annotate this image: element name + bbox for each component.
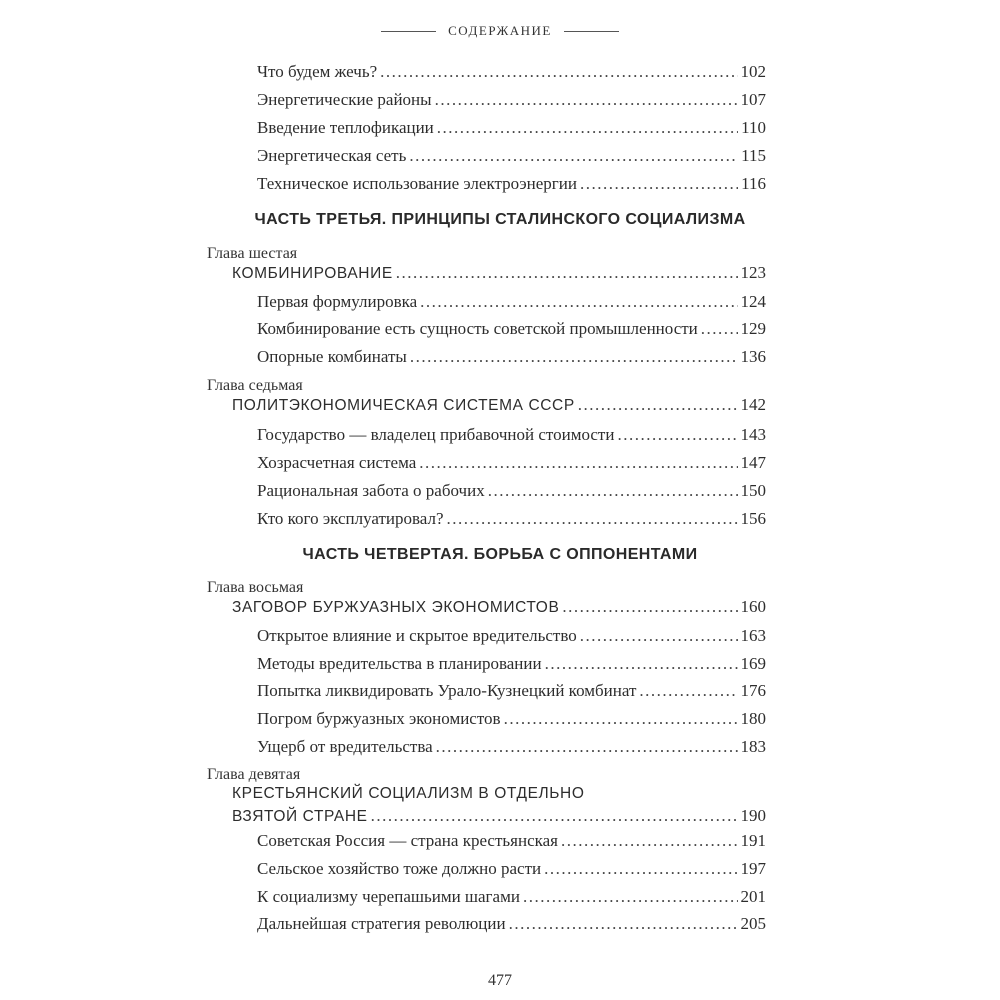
chapter-title-line-2: ВЗЯТОЙ СТРАНЕ <box>232 808 368 825</box>
toc-entry-page: 169 <box>740 654 766 673</box>
header-rule-right <box>564 31 619 32</box>
dot-leader <box>639 680 737 702</box>
chapter-page: 142 <box>740 395 766 414</box>
toc-entry-page: 201 <box>740 887 766 906</box>
dot-leader <box>371 805 738 827</box>
chapter-entry-multiline[interactable] <box>232 783 766 828</box>
toc-entry[interactable] <box>257 680 766 702</box>
toc-entry-title: Введение теплофикации <box>257 118 434 137</box>
dot-leader <box>544 858 737 880</box>
dot-leader <box>580 173 738 195</box>
toc-entry[interactable] <box>257 913 766 935</box>
toc-entry[interactable] <box>257 886 766 908</box>
chapter-title: КОМБИНИРОВАНИЕ <box>232 265 393 282</box>
toc-entry-page: 129 <box>740 319 766 338</box>
dot-leader <box>580 625 738 647</box>
toc-entry-title: Ущерб от вредительства <box>257 737 433 756</box>
dot-leader <box>578 394 738 416</box>
toc-entry[interactable] <box>257 145 766 167</box>
dot-leader <box>396 262 738 284</box>
toc-entry-page: 102 <box>740 62 766 81</box>
toc-entry[interactable] <box>257 708 766 730</box>
chapter-entry[interactable] <box>232 596 766 619</box>
dot-leader <box>435 89 738 111</box>
toc-entry-title: Первая формулировка <box>257 292 418 311</box>
dot-leader <box>504 708 738 730</box>
toc-entry-title: Хозрасчетная система <box>257 453 417 472</box>
dot-leader <box>436 736 738 758</box>
toc-entry-page: 136 <box>740 347 766 366</box>
toc-entry[interactable] <box>257 318 766 340</box>
toc-entry-page: 205 <box>740 914 766 933</box>
toc-entry-title: Погром буржуазных экономистов <box>257 709 501 728</box>
toc-entry[interactable] <box>257 653 766 675</box>
toc-entry-title: Методы вредительства в планировании <box>257 654 542 673</box>
toc-entry-page: 156 <box>740 509 766 528</box>
dot-leader <box>701 318 738 340</box>
toc-entry-title: Опорные комбинаты <box>257 347 407 366</box>
toc-entry[interactable] <box>257 625 766 647</box>
running-header-title: СОДЕРЖАНИЕ <box>448 23 552 38</box>
toc-entry-page: 143 <box>740 425 766 444</box>
toc-entry-page: 150 <box>740 481 766 500</box>
dot-leader <box>545 653 738 675</box>
toc-entry-title: Энергетические районы <box>257 90 432 109</box>
toc-entry-page: 147 <box>740 453 766 472</box>
toc-entry-page: 124 <box>740 292 766 311</box>
toc-entry-title: К социализму черепашьими шагами <box>257 887 520 906</box>
toc-entry-title: Попытка ликвидировать Урало-Кузнецкий комбинат <box>257 681 637 700</box>
chapter-label: Глава седьмая <box>207 377 303 394</box>
toc-entry[interactable] <box>257 291 766 313</box>
part-heading: ЧАСТЬ ЧЕТВЕРТАЯ. БОРЬБА С ОППОНЕНТАМИ <box>302 546 698 563</box>
chapter-page: 123 <box>740 263 766 282</box>
dot-leader <box>488 480 738 502</box>
chapter-entry[interactable] <box>232 394 766 417</box>
toc-entry-page: 116 <box>741 174 766 193</box>
toc-entry[interactable] <box>257 508 766 530</box>
page-number: 477 <box>488 972 512 989</box>
toc-entry[interactable] <box>257 858 766 880</box>
dot-leader <box>617 424 737 446</box>
toc-entry-page: 191 <box>740 831 766 850</box>
toc-entry[interactable] <box>257 346 766 368</box>
toc-entry-title: Энергетическая сеть <box>257 146 407 165</box>
running-header <box>0 18 1000 44</box>
dot-leader <box>409 145 738 167</box>
toc-entry-page: 176 <box>740 681 766 700</box>
toc-entry[interactable] <box>257 424 766 446</box>
dot-leader <box>437 117 738 139</box>
chapter-page: 190 <box>740 806 766 825</box>
chapter-entry[interactable] <box>232 262 766 285</box>
toc-entry[interactable] <box>257 61 766 83</box>
toc-entry-title: Рациональная забота о рабочих <box>257 481 485 500</box>
toc-entry-title: Техническое использование электроэнергии <box>257 174 577 193</box>
chapter-label: Глава девятая <box>207 766 301 783</box>
toc-entry[interactable] <box>257 117 766 139</box>
toc-entry-title: Дальнейшая стратегия революции <box>257 914 506 933</box>
toc-entry-page: 107 <box>740 90 766 109</box>
toc-entry-title: Кто кого эксплуатировал? <box>257 509 444 528</box>
dot-leader <box>509 913 738 935</box>
chapter-entry <box>232 805 766 828</box>
dot-leader <box>523 886 738 908</box>
toc-entry-title: Государство — владелец прибавочной стоимости <box>257 425 615 444</box>
toc-entry[interactable] <box>257 89 766 111</box>
part-heading: ЧАСТЬ ТРЕТЬЯ. ПРИНЦИПЫ СТАЛИНСКОГО СОЦИАЛИЗМА <box>254 211 746 228</box>
chapter-title: ЗАГОВОР БУРЖУАЗНЫХ ЭКОНОМИСТОВ <box>232 599 560 616</box>
toc-entry[interactable] <box>257 830 766 852</box>
toc-entry-page: 163 <box>740 626 766 645</box>
toc-entry-title: Открытое влияние и скрытое вредительство <box>257 626 577 645</box>
toc-entry[interactable] <box>257 173 766 195</box>
toc-entry-page: 183 <box>740 737 766 756</box>
toc-entry-page: 115 <box>741 146 766 165</box>
chapter-title: ПОЛИТЭКОНОМИЧЕСКАЯ СИСТЕМА СССР <box>232 397 575 414</box>
dot-leader <box>420 291 737 313</box>
dot-leader <box>561 830 738 852</box>
toc-entry-page: 197 <box>740 859 766 878</box>
toc-entry-page: 180 <box>740 709 766 728</box>
chapter-label: Глава шестая <box>207 245 298 262</box>
header-rule-left <box>381 31 436 32</box>
toc-entry[interactable] <box>257 736 766 758</box>
toc-entry-page: 110 <box>741 118 766 137</box>
dot-leader <box>562 596 737 618</box>
dot-leader <box>380 61 737 83</box>
chapter-page: 160 <box>740 597 766 616</box>
toc-entry-title: Сельское хозяйство тоже должно расти <box>257 859 542 878</box>
toc-entry[interactable] <box>257 480 766 502</box>
dot-leader <box>447 508 738 530</box>
chapter-title-line-1: КРЕСТЬЯНСКИЙ СОЦИАЛИЗМ В ОТДЕЛЬНО <box>232 785 585 802</box>
toc-entry-title: Что будем жечь? <box>257 62 378 81</box>
dot-leader <box>419 452 737 474</box>
toc-entry[interactable] <box>257 452 766 474</box>
toc-entry-title: Комбинирование есть сущность советской промышленности <box>257 319 698 338</box>
dot-leader <box>410 346 738 368</box>
chapter-label: Глава восьмая <box>207 579 304 596</box>
toc-entry-title: Советская Россия — страна крестьянская <box>257 831 558 850</box>
